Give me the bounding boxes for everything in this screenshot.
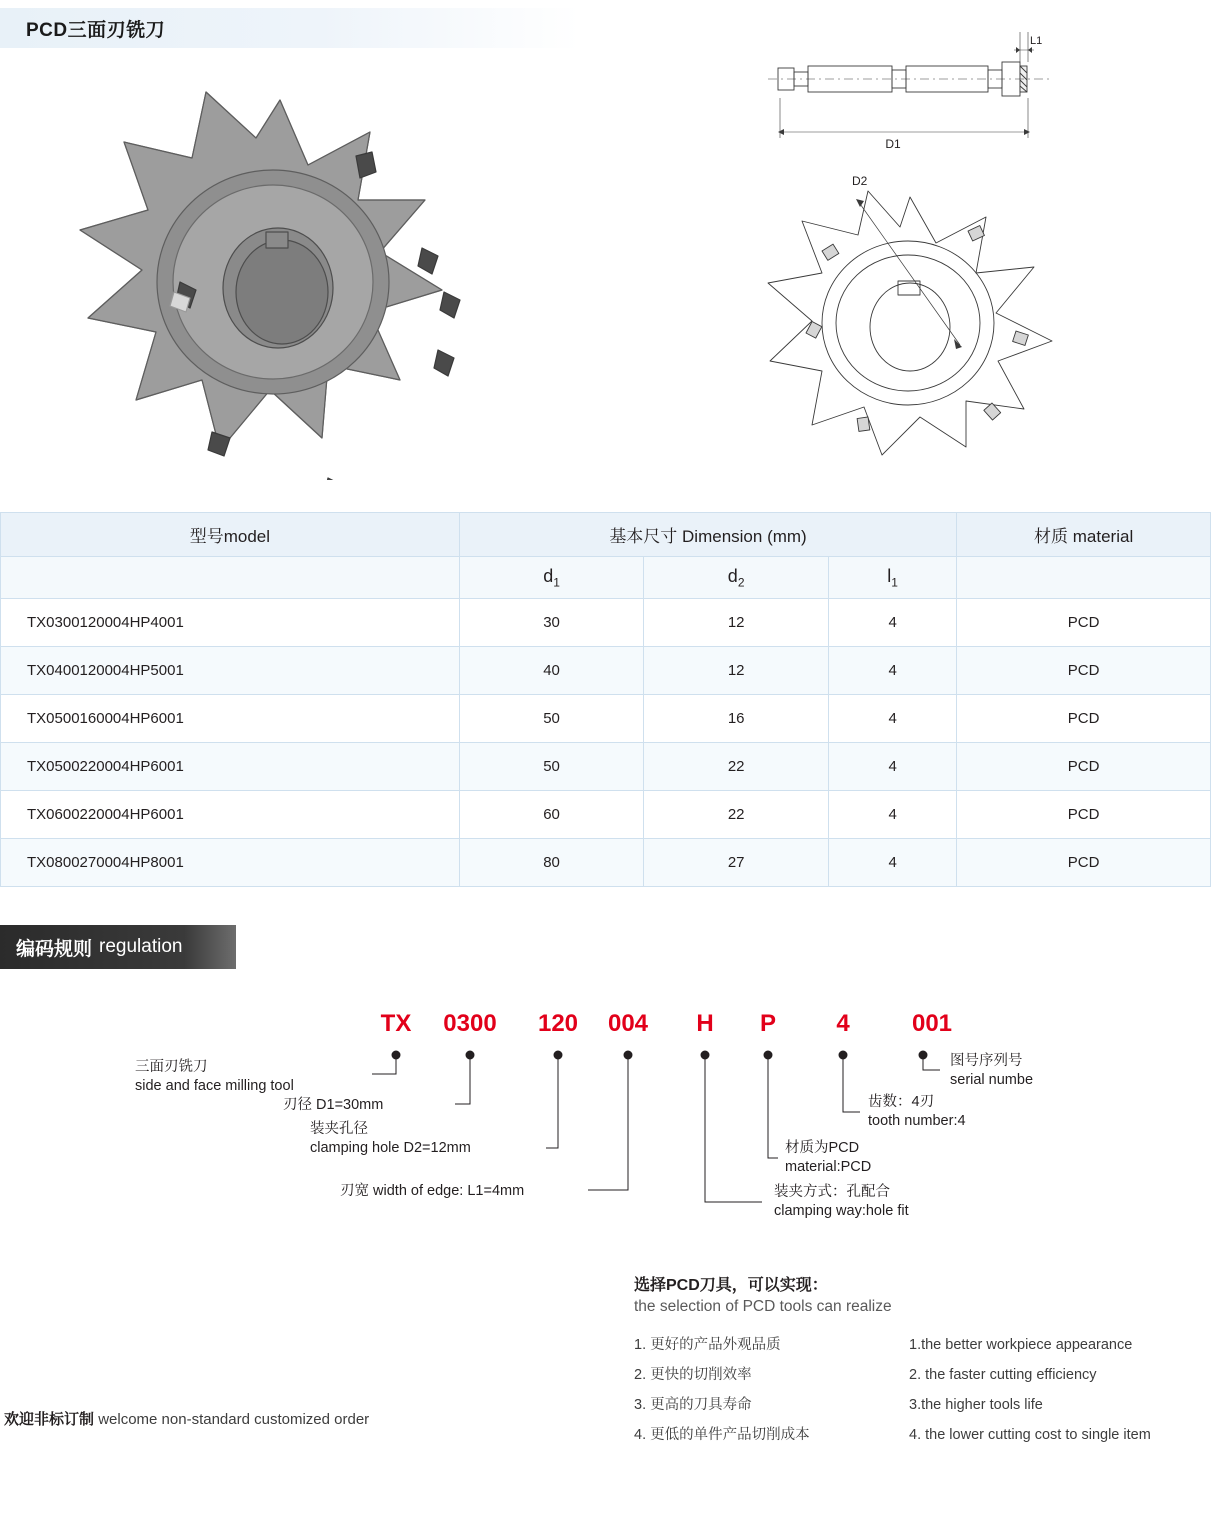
- front-view-drawing: [760, 155, 1060, 465]
- regulation-heading-en: regulation: [99, 936, 183, 957]
- code-token-p: P: [759, 1010, 777, 1037]
- cell-l1: 4: [828, 791, 956, 839]
- code-token-001: 001: [911, 1010, 953, 1037]
- table-body: [1, 599, 1211, 887]
- list-item: 3.the higher tools life: [909, 1397, 1043, 1413]
- cell-d2: 22: [644, 791, 829, 839]
- cell-d1: 80: [459, 839, 644, 887]
- label-d2: D2: [852, 174, 868, 188]
- th-d2: $d_2$: [644, 557, 829, 599]
- table-row: [1, 839, 1211, 887]
- th-material: 材质 material: [957, 513, 1211, 557]
- selection-title-en: the selection of PCD tools can realize: [634, 1298, 892, 1315]
- cell-d1: 50: [459, 743, 644, 791]
- th-l1: $l_1$: [828, 557, 956, 599]
- specification-table: [0, 512, 1211, 887]
- th-model: 型号model: [1, 513, 460, 557]
- th-d1: $d_1$: [459, 557, 644, 599]
- list-item: 4. 更低的单件产品切削成本: [634, 1427, 810, 1443]
- annotation-tool-type: 三面刃铣刀 side and face milling tool: [135, 1059, 294, 1094]
- cell-d1: 30: [459, 599, 644, 647]
- table-row: [1, 743, 1211, 791]
- cell-model: TX0600220004HP6001: [1, 791, 460, 839]
- label-l1: L1: [1030, 35, 1043, 47]
- annotation-material: 材质为PCD material:PCD: [785, 1140, 872, 1175]
- footer-note-en: welcome non-standard customized order: [98, 1411, 370, 1428]
- cell-model: TX0800270004HP8001: [1, 839, 460, 887]
- regulation-heading-cn: 编码规则: [16, 938, 93, 960]
- selection-list: [634, 1330, 1204, 1450]
- cell-material: PCD: [957, 647, 1211, 695]
- code-token-tx: TX: [380, 1010, 412, 1037]
- table-header-group: [1, 513, 1211, 557]
- list-item: 1. 更好的产品外观品质: [634, 1337, 781, 1353]
- annotation-clamping-hole: 装夹孔径 clamping hole D2=12mm: [310, 1121, 471, 1156]
- table-row: [1, 599, 1211, 647]
- cell-d2: 27: [644, 839, 829, 887]
- cell-material: PCD: [957, 839, 1211, 887]
- annotation-edge-diameter: 刃径 D1=30mm: [283, 1097, 384, 1113]
- annotation-serial-number: 图号序列号 serial numbe: [950, 1053, 1034, 1088]
- th-blank-model: [1, 557, 460, 599]
- cell-model: TX0400120004HP5001: [1, 647, 460, 695]
- page-title-bar: [0, 8, 580, 48]
- list-item: 1.the better workpiece appearance: [909, 1337, 1133, 1353]
- code-token-120: 120: [537, 1010, 579, 1037]
- cell-l1: 4: [828, 743, 956, 791]
- cell-model: TX0500160004HP6001: [1, 695, 460, 743]
- cell-l1: 4: [828, 599, 956, 647]
- page-title: PCD三面刃铣刀: [26, 19, 166, 41]
- cell-d1: 40: [459, 647, 644, 695]
- cell-l1: 4: [828, 647, 956, 695]
- cell-d2: 12: [644, 647, 829, 695]
- leader-lines: [0, 1000, 1211, 1250]
- cell-material: PCD: [957, 743, 1211, 791]
- cell-d1: 50: [459, 695, 644, 743]
- cell-d2: 22: [644, 743, 829, 791]
- footer-note-cn: 欢迎非标订制: [4, 1411, 95, 1428]
- annotation-clamping-way: 装夹方式：孔配合 clamping way:hole fit: [774, 1184, 909, 1219]
- cell-model: TX0500220004HP6001: [1, 743, 460, 791]
- th-dimension: 基本尺寸 Dimension (mm): [459, 513, 957, 557]
- selection-column-cn: [634, 1330, 899, 1450]
- cell-model: TX0300120004HP4001: [1, 599, 460, 647]
- cell-d2: 16: [644, 695, 829, 743]
- side-view-drawing: [760, 20, 1060, 165]
- code-token-004: 004: [607, 1010, 649, 1037]
- annotation-edge-width: 刃宽 width of edge: L1=4mm: [340, 1183, 525, 1199]
- cell-d2: 12: [644, 599, 829, 647]
- label-d1: D1: [885, 137, 901, 151]
- list-item: 4. the lower cutting cost to single item: [909, 1427, 1151, 1443]
- table-row: [1, 791, 1211, 839]
- code-token-4: 4: [836, 1010, 850, 1037]
- selection-column-en: [909, 1330, 1209, 1450]
- annotation-tooth-number: 齿数：4刃 tooth number:4: [868, 1094, 966, 1129]
- list-item: 3. 更高的刀具寿命: [634, 1397, 752, 1413]
- code-breakdown: [0, 1000, 1211, 1250]
- th-blank-material: [957, 557, 1211, 599]
- product-3d-illustration: [70, 60, 490, 480]
- cell-material: PCD: [957, 695, 1211, 743]
- selection-benefits: [634, 1272, 1204, 1450]
- cell-l1: 4: [828, 695, 956, 743]
- regulation-heading: [0, 925, 236, 969]
- table-header-sub: [1, 557, 1211, 599]
- table-row: [1, 647, 1211, 695]
- cell-material: PCD: [957, 791, 1211, 839]
- table-row: [1, 695, 1211, 743]
- cell-d1: 60: [459, 791, 644, 839]
- list-item: 2. the faster cutting efficiency: [909, 1367, 1097, 1383]
- code-token-0300: 0300: [443, 1010, 497, 1037]
- selection-title-cn: 选择PCD刀具，可以实现：: [634, 1277, 828, 1294]
- cell-material: PCD: [957, 599, 1211, 647]
- code-token-h: H: [696, 1010, 714, 1037]
- footer-note: [0, 1408, 369, 1429]
- cell-l1: 4: [828, 839, 956, 887]
- list-item: 2. 更快的切削效率: [634, 1367, 752, 1383]
